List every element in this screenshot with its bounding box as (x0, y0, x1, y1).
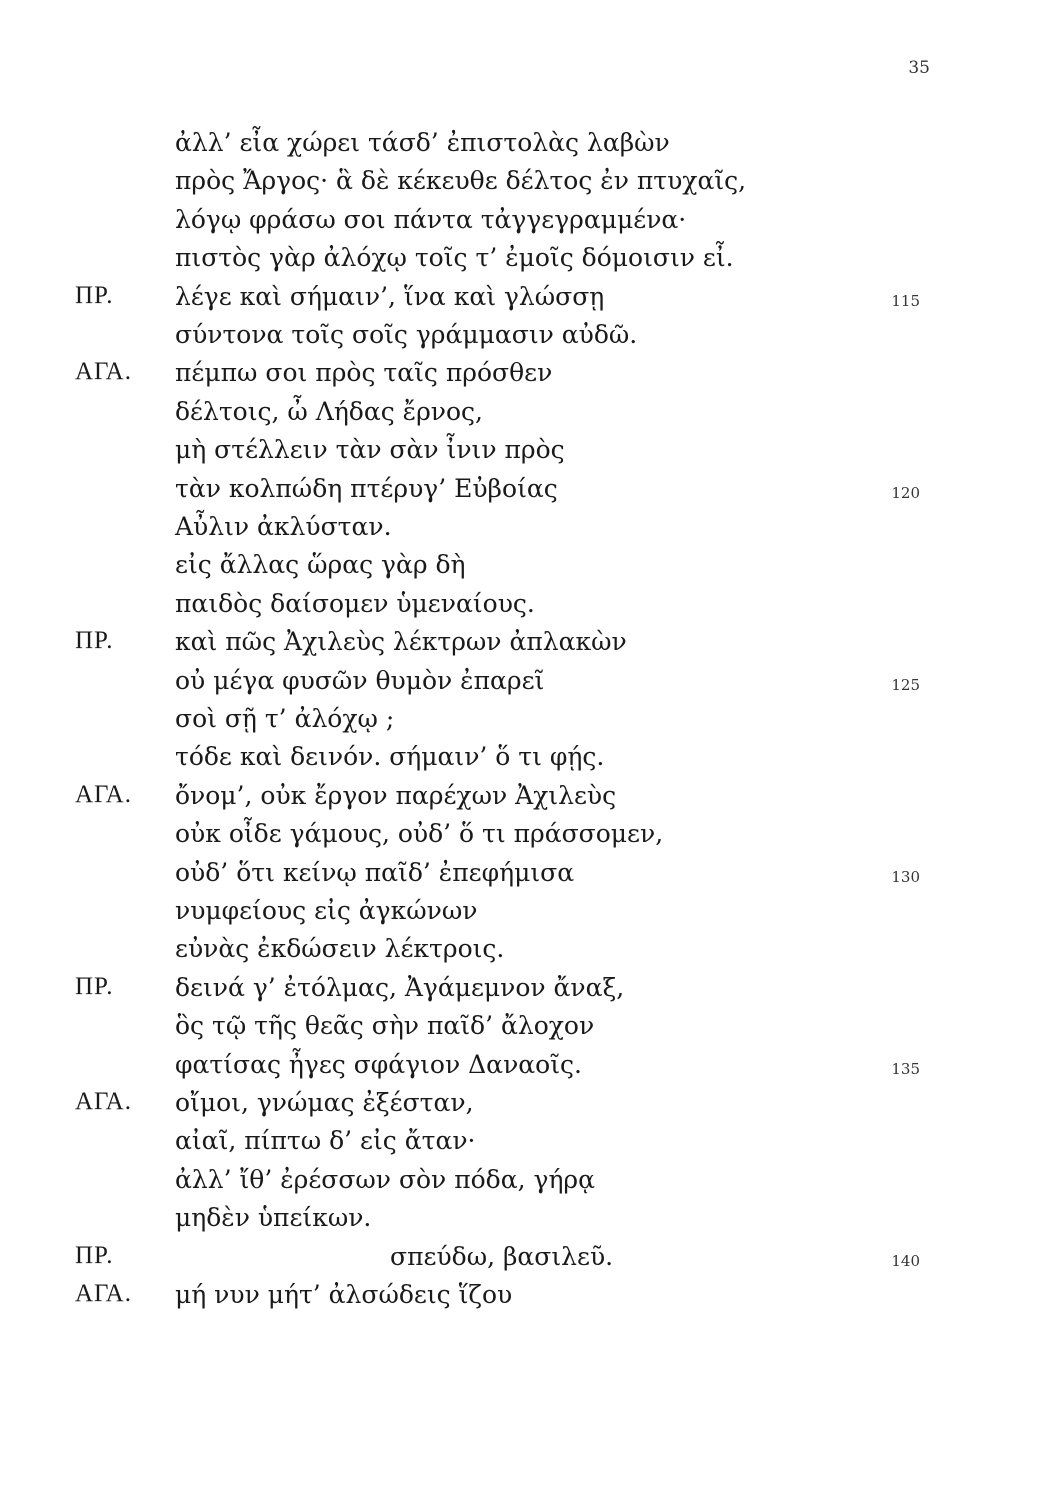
verse-line (0, 1203, 1048, 1243)
verse-line-text: τὰν κολπώδη πτέρυγ’ Εὐβοίας (175, 473, 558, 503)
verse-line-text: δέλτοις, ὦ Λήδας ἔρνος, (175, 396, 483, 426)
verse-line (0, 1165, 1048, 1205)
verse-line (0, 704, 1048, 744)
verse-line (0, 512, 1048, 552)
verse-line-text: ὄνομ’, οὐκ ἔργον παρέχων Ἀχιλεὺς (175, 780, 617, 810)
verse-line-text: εὐνὰς ἐκδώσειν λέκτροις. (175, 934, 505, 964)
line-number: 130 (891, 867, 920, 886)
verse-line (0, 282, 1048, 322)
verse-line (0, 742, 1048, 782)
verse-line-text: πιστὸς γὰρ ἀλόχῳ τοῖς τ’ ἐμοῖς δόμοισιν εἶ. (175, 243, 734, 273)
speaker-label: ΠΡ. (75, 627, 114, 655)
speaker-label: ΑΓΑ. (75, 358, 132, 386)
speaker-label: ΠΡ. (75, 972, 114, 1000)
verse-line (0, 819, 1048, 859)
verse-line (0, 1126, 1048, 1166)
verse-line-text: οὐ μέγα φυσῶν θυμὸν ἐπαρεῖ (175, 665, 545, 695)
verse-line (0, 627, 1048, 667)
verse-line (0, 666, 1048, 706)
verse-line (0, 320, 1048, 360)
verse-line (0, 550, 1048, 590)
line-number: 120 (891, 483, 920, 502)
speaker-label: ΑΓΑ. (75, 1280, 132, 1307)
verse-line-text: πρὸς Ἄργος· ἃ δὲ κέκευθε δέλτος ἐν πτυχαῖς, (175, 166, 747, 196)
verse-line (0, 166, 1048, 206)
speaker-label: ΠΡ. (75, 281, 114, 309)
verse-line-text: ἀλλ’ ἴθ’ ἐρέσσων σὸν πόδα, γήρᾳ (175, 1164, 596, 1194)
verse-line-text: οἴμοι, γνώμας ἐξέσταν, (175, 1088, 474, 1117)
verse-line (0, 858, 1048, 898)
verse-line-text: Αὖλιν ἀκλύσταν. (175, 512, 392, 541)
verse-line-text: καὶ πῶς Ἀχιλεὺς λέκτρων ἀπλακὼν (175, 627, 627, 657)
speaker-label: ΑΓΑ. (75, 780, 132, 808)
verse-line (0, 1280, 1048, 1320)
page-number: 35 (908, 58, 930, 78)
verse-line-text: σύντονα τοῖς σοῖς γράμμασιν αὐδῶ. (175, 320, 638, 349)
verse-line-text: σοὶ σῇ τ’ ἀλόχῳ ; (175, 704, 395, 733)
verse-line-text: δεινά γ’ ἐτόλμας, Ἀγάμεμνον ἄναξ, (175, 972, 625, 1002)
line-number: 125 (891, 675, 920, 694)
verse-line-text: εἰς ἄλλας ὥρας γὰρ δὴ (175, 550, 466, 580)
verse-line-text: φατίσας ἦγες σφάγιον Δαναοῖς. (175, 1049, 582, 1079)
line-number: 135 (891, 1059, 920, 1078)
verse-line-text: μή νυν μήτ’ ἀλσώδεις ἵζου (175, 1280, 513, 1309)
verse-line (0, 1088, 1048, 1128)
line-number: 115 (891, 291, 920, 310)
verse-line (0, 973, 1048, 1013)
speaker-label: ΠΡ. (75, 1241, 114, 1269)
verse-line (0, 781, 1048, 821)
verse-line (0, 435, 1048, 475)
verse-line (0, 474, 1048, 514)
verse-line (0, 896, 1048, 936)
verse-line (0, 243, 1048, 283)
verse-line-text: ὃς τῷ τῆς θεᾶς σὴν παῖδ’ ἄλοχον (175, 1011, 595, 1041)
verse-line-text: μὴ στέλλειν τὰν σὰν ἶνιν πρὸς (175, 435, 565, 465)
verse-line-text: οὐκ οἶδε γάμους, οὐδ’ ὅ τι πράσσομεν, (175, 819, 664, 849)
verse-line (0, 589, 1048, 629)
verse-line-text: παιδὸς δαίσομεν ὑμεναίους. (175, 588, 535, 618)
verse-line (0, 205, 1048, 245)
verse-line-text: μηδὲν ὑπείκων. (175, 1203, 372, 1233)
verse-line-text: πέμπω σοι πρὸς ταῖς πρόσθεν (175, 358, 553, 388)
verse-line (0, 128, 1048, 168)
verse-line-text: λέγε καὶ σήμαιν’, ἵνα καὶ γλώσσῃ (175, 281, 605, 311)
verse-line-text: οὐδ’ ὅτι κείνῳ παῖδ’ ἐπεφήμισα (175, 857, 575, 887)
verse-line (0, 1011, 1048, 1051)
speaker-label: ΑΓΑ. (75, 1088, 132, 1115)
verse-line (0, 1050, 1048, 1090)
verse-line (0, 397, 1048, 437)
verse-line (0, 1242, 1048, 1282)
verse-line-text: λόγῳ φράσω σοι πάντα τἀγγεγραμμένα· (175, 204, 687, 234)
verse-line-text: τόδε καὶ δεινόν. σήμαιν’ ὅ τι φῄς. (175, 742, 605, 772)
verse-line-text: ἀλλ’ εἶα χώρει τάσδ’ ἐπιστολὰς λαβὼν (175, 128, 670, 157)
verse-line-text: αἰαῖ, πίπτω δ’ εἰς ἄταν· (175, 1126, 476, 1156)
verse-line (0, 934, 1048, 974)
verse-line (0, 358, 1048, 398)
verse-line-text: σπεύδω, βασιλεῦ. (390, 1241, 614, 1271)
verse-line-text: νυμφείους εἰς ἀγκώνων (175, 896, 478, 925)
line-number: 140 (891, 1251, 920, 1270)
